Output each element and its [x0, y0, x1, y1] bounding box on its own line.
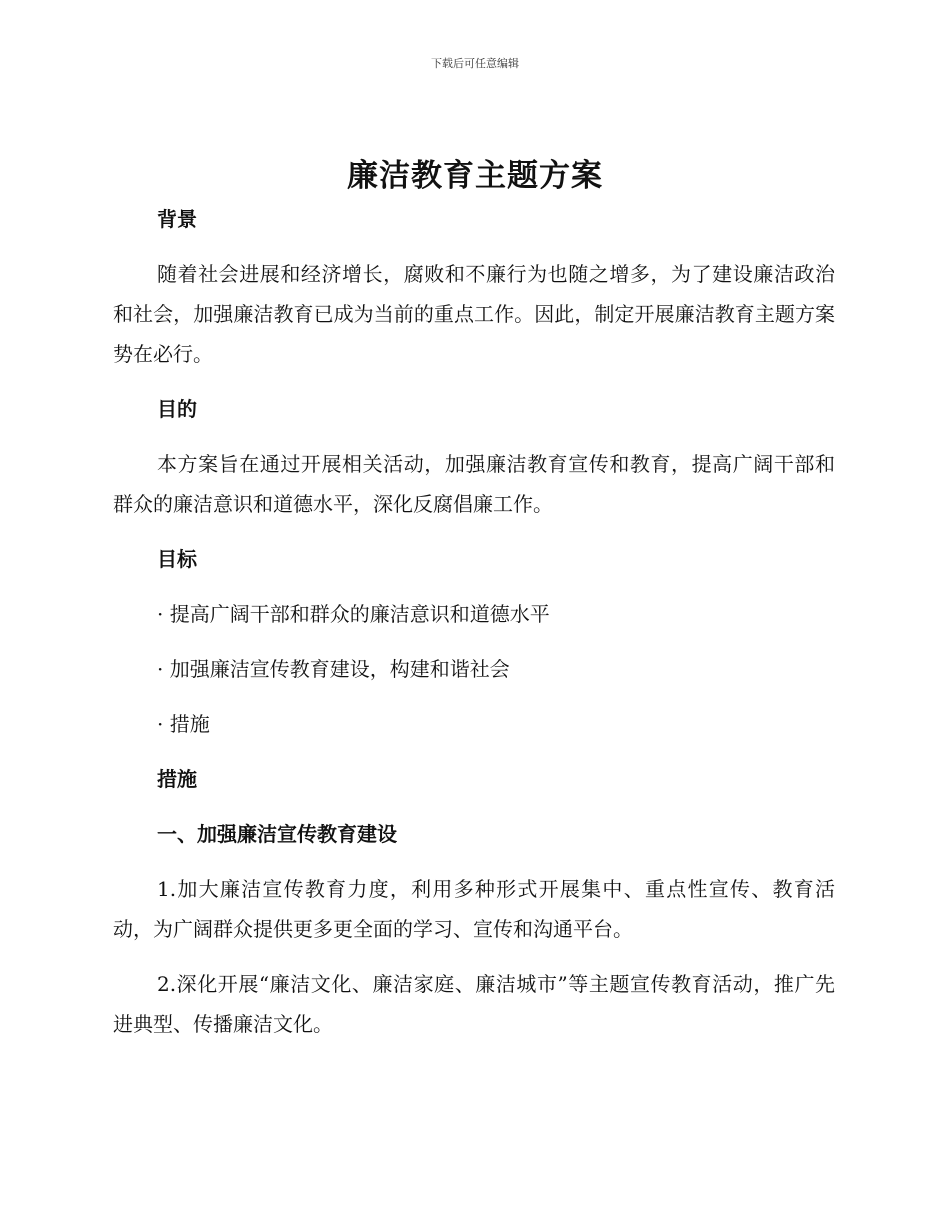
- measures-subheading: 一、加强廉洁宣传教育建设: [157, 822, 397, 846]
- section-heading-goals: 目标: [157, 547, 197, 571]
- page-title: 廉洁教育主题方案: [347, 158, 603, 194]
- goal-item: · 加强廉洁宣传教育建设，构建和谐社会: [157, 657, 510, 681]
- goal-item: · 提高广阔干部和群众的廉洁意识和道德水平: [157, 602, 550, 626]
- purpose-paragraph: 本方案旨在通过开展相关活动，加强廉洁教育宣传和教育，提高广阔干部和群众的廉洁意识和道德水平，深化反腐倡廉工作。: [113, 452, 835, 516]
- section-heading-purpose: 目的: [157, 397, 197, 421]
- section-heading-background: 背景: [157, 207, 197, 231]
- goal-item: · 措施: [157, 712, 210, 736]
- section-heading-measures: 措施: [157, 767, 197, 791]
- background-paragraph: 随着社会进展和经济增长，腐败和不廉行为也随之增多，为了建设廉洁政治和社会，加强廉洁教育已成为当前的重点工作。因此，制定开展廉洁教育主题方案势在必行。: [113, 262, 835, 366]
- header-note: 下载后可任意编辑: [431, 57, 519, 70]
- measure-paragraph: 2.深化开展“廉洁文化、廉洁家庭、廉洁城市”等主题宣传教育活动，推广先进典型、传播廉洁文化。: [113, 972, 835, 1036]
- measure-paragraph: 1.加大廉洁宣传教育力度，利用多种形式开展集中、重点性宣传、教育活动，为广阔群众提供更多更全面的学习、宣传和沟通平台。: [113, 877, 835, 941]
- document-body: [113, 199, 835, 1044]
